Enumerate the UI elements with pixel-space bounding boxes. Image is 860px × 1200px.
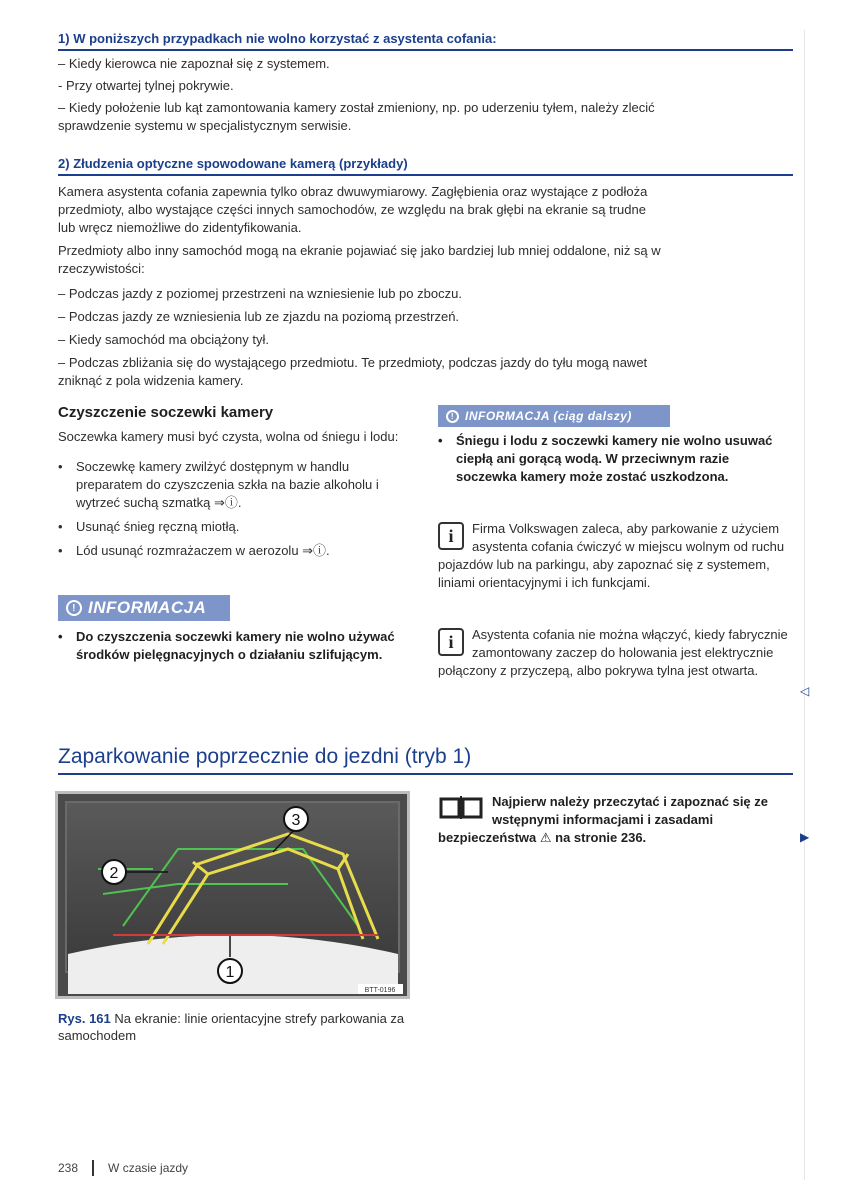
cleaning-bullet-text: Lód usunąć rozmrażaczem w aerozolu ⇒ⓘ. xyxy=(76,543,330,558)
back-arrow-icon: ◁ xyxy=(800,684,810,698)
camera-screen-figure xyxy=(55,791,410,999)
section-2-heading xyxy=(58,156,793,176)
cleaning-bullet-text: Soczewkę kamery zwilżyć dostępnym w handlu preparatem do czyszczenia szkła na bazie alkoholu i wytrzeć suchą szmatką ⇒ⓘ. xyxy=(76,459,379,510)
chapter-name: W czasie jazdy xyxy=(108,1161,189,1175)
section-2-line: – Podczas jazdy ze wzniesienia lub ze zjazdu na poziomą przestrzeń. xyxy=(58,309,460,324)
section-2-line: przedmioty, albo wystające części innych samochodów, ze względu na brak głębi na ekranie są trudne xyxy=(58,202,646,217)
figure-label: Rys. 161 xyxy=(58,1011,111,1026)
next-arrow-icon: ▶ xyxy=(800,830,810,844)
info-warning-text-body: Do czyszczenia soczewki kamery nie wolno używać środków pielęgnacyjnych o działaniu szlifującym. xyxy=(76,629,395,662)
read-first-text: Najpierw należy przeczytać i zapoznać się ze wstępnymi informacjami i zasadami bezpieczeństwa ⚠ na stronie 236. xyxy=(438,794,769,845)
info-icon: ! xyxy=(446,410,459,423)
section-1-number: 1) xyxy=(58,31,70,46)
note-block-icon xyxy=(438,628,464,656)
info-warning-text-body: Śniegu i lodu z soczewki kamery nie wolno usuwać ciepłą ani gorącą wodą. W przeciwnym razie soczewka kamery może zostać uszkodzona. xyxy=(456,433,773,484)
cleaning-column xyxy=(58,404,413,560)
section-1-title: W poniższych przypadkach nie wolno korzystać z asystenta cofania: xyxy=(73,31,497,46)
section-2-line: – Kiedy samochód ma obciążony tył. xyxy=(58,332,269,347)
section-2-line: lub wręcz niemożliwe do zidentyfikowania. xyxy=(58,220,302,235)
footer-divider xyxy=(92,1160,94,1176)
info-banner-continued-label: INFORMACJA (ciąg dalszy) xyxy=(465,409,632,423)
figure-caption-text: Na ekranie: linie orientacyjne strefy parkowania za samochodem xyxy=(58,1011,405,1043)
bullet-dot: • xyxy=(438,433,443,448)
section-1-line: – Kiedy położenie lub kąt zamontowania kamery został zmieniony, np. po uderzeniu tyłem, należy zlecić xyxy=(58,100,655,115)
figure-caption xyxy=(58,1010,408,1044)
page-title: Zaparkowanie poprzecznie do jezdni (tryb 1) xyxy=(58,745,793,775)
section-1-line: - Przy otwartej tylnej pokrywie. xyxy=(58,78,234,93)
section-2-line: – Podczas jazdy z poziomej przestrzeni na wzniesienie lub po zboczu. xyxy=(58,286,462,301)
section-2-line: zniknąć z pola widzenia kamery. xyxy=(58,373,244,388)
cleaning-heading: Czyszczenie soczewki kamery xyxy=(58,404,274,421)
page-edge-line xyxy=(804,30,805,1180)
bullet-dot: • xyxy=(58,543,63,558)
info-banner-continued xyxy=(438,405,670,427)
info-i-icon: i xyxy=(438,522,464,550)
cleaning-bullet xyxy=(58,542,413,560)
cleaning-bullet xyxy=(58,458,403,512)
cleaning-bullet xyxy=(58,518,413,536)
page-number: 238 xyxy=(58,1161,79,1175)
read-first-note xyxy=(438,793,788,847)
info-banner-label: INFORMACJA xyxy=(88,598,207,617)
open-book-icon xyxy=(438,793,484,821)
cleaning-bullet-text: Usunąć śnieg ręczną miotłą. xyxy=(76,519,240,534)
page-footer xyxy=(58,1160,188,1176)
section-2-line: – Podczas zbliżania się do wystającego przedmiotu. Te przedmioty, podczas jazdy do tyłu mogą nawet xyxy=(58,355,648,370)
figure-code: BTT-0196 xyxy=(364,987,396,994)
section-2-number: 2) xyxy=(58,156,70,171)
note-block xyxy=(438,626,798,680)
callout-2: 2 xyxy=(109,865,119,882)
section-1-heading xyxy=(58,31,793,51)
bullet-dot: • xyxy=(58,459,63,474)
camera-screen-illustration xyxy=(58,794,407,996)
section-2-line: rzeczywistości: xyxy=(58,261,145,276)
bullet-dot: • xyxy=(58,629,63,644)
note-text: Asystenta cofania nie można włączyć, kiedy fabrycznie zamontowany zaczep do holowania jest elektrycznie połączony z przyczepą, albo pokrywa tylna jest otwarta. xyxy=(438,627,788,678)
info-warning-text xyxy=(58,628,403,664)
callout-1: 1 xyxy=(225,964,235,981)
section-1-line: sprawdzenie systemu w specjalistycznym serwisie. xyxy=(58,118,352,133)
info-banner xyxy=(58,595,230,621)
info-i-icon: i xyxy=(438,628,464,656)
callout-3: 3 xyxy=(291,812,301,829)
bullet-dot: • xyxy=(58,519,63,534)
section-2-title: Złudzenia optyczne spowodowane kamerą (przykłady) xyxy=(73,156,408,171)
section-2-line: Przedmioty albo inny samochód mogą na ekranie pojawiać się jako bardziej lub mniej oddalone, niż są w xyxy=(58,243,661,258)
info-icon: ! xyxy=(66,600,82,616)
note-block xyxy=(438,520,798,592)
cleaning-intro: Soczewka kamery musi być czysta, wolna od śniegu i lodu: xyxy=(58,429,399,444)
section-2-line: Kamera asystenta cofania zapewnia tylko obraz dwuwymiarowy. Zagłębienia oraz wystające z podłoża xyxy=(58,184,648,199)
note-text: Firma Volkswagen zaleca, aby parkowanie z użyciem asystenta cofania ćwiczyć w miejscu wolnym od ruchu pojazdów lub na parkingu, aby zapoznać się z systemem, liniami orientacyjnymi i ich funkcjami. xyxy=(438,521,785,590)
note-block-icon xyxy=(438,522,464,550)
info-warning-text xyxy=(438,432,788,486)
section-1-line: – Kiedy kierowca nie zapoznał się z systemem. xyxy=(58,56,330,71)
